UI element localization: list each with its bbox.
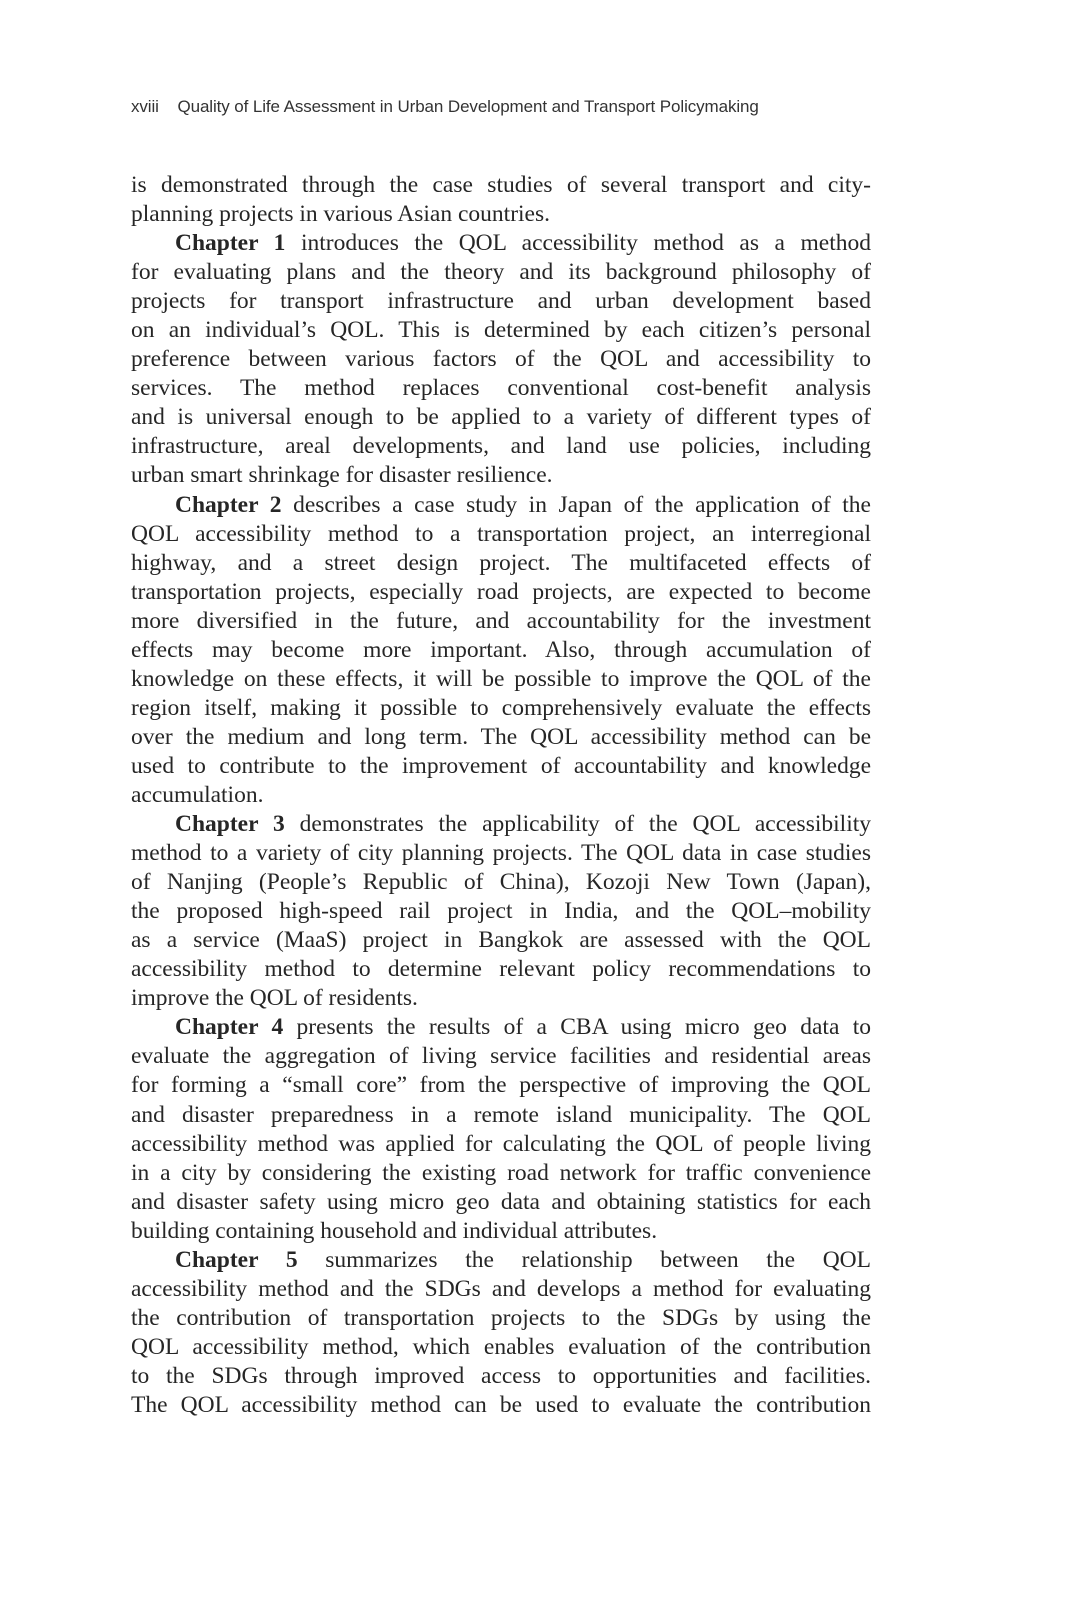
paragraph-chapter-3 xyxy=(131,810,871,1013)
chapter-label: Chapter 4 xyxy=(175,1014,284,1041)
text-line: planning projects in various Asian countries. xyxy=(131,201,551,228)
body-text xyxy=(131,171,871,1420)
text-line: the proposed high-speed rail project in India, and the QOL–mobility xyxy=(131,898,871,925)
text-line: knowledge on these effects, it will be possible to improve the QOL of the xyxy=(131,665,871,692)
text-line xyxy=(131,491,871,520)
text-span: describes a case study in Japan of the application of the xyxy=(281,491,871,518)
text-line: and disaster preparedness in a remote island municipality. The QOL xyxy=(131,1101,871,1128)
text-line: and is universal enough to be applied to a variety of different types of xyxy=(131,404,871,431)
text-line: accessibility method and the SDGs and develops a method for evaluating xyxy=(131,1275,871,1302)
running-head xyxy=(131,97,759,117)
text-span: introduces the QOL accessibility method as a method xyxy=(285,230,872,257)
chapter-label: Chapter 3 xyxy=(175,811,285,838)
text-line: accessibility method was applied for calculating the QOL of people living xyxy=(131,1130,871,1157)
text-line: building containing household and individual attributes. xyxy=(131,1217,658,1244)
text-line: QOL accessibility method, which enables evaluation of the contribution xyxy=(131,1333,871,1360)
text-line: and disaster safety using micro geo data and obtaining statistics for each xyxy=(131,1188,871,1215)
text-line: QOL accessibility method to a transportation project, an interregional xyxy=(131,520,871,547)
paragraph-continuation xyxy=(131,171,871,229)
text-line: projects for transport infrastructure and urban development based xyxy=(131,288,871,315)
paragraph-chapter-4 xyxy=(131,1013,871,1245)
chapter-label: Chapter 5 xyxy=(175,1246,298,1273)
text-line: urban smart shrinkage for disaster resilience. xyxy=(131,462,553,489)
text-span: demonstrates the applicability of the QOL accessibility xyxy=(284,811,871,838)
chapter-label: Chapter 1 xyxy=(175,230,286,257)
text-line: preference between various factors of the QOL and accessibility to xyxy=(131,346,871,373)
chapter-label: Chapter 2 xyxy=(175,491,282,518)
text-line: over the medium and long term. The QOL accessibility method can be xyxy=(131,723,871,750)
paragraph-chapter-5 xyxy=(131,1246,871,1420)
text-line: for forming a “small core” from the perspective of improving the QOL xyxy=(131,1072,871,1099)
running-title: Quality of Life Assessment in Urban Development and Transport Policymaking xyxy=(177,97,759,116)
text-line: highway, and a street design project. The multifaceted effects of xyxy=(131,549,871,576)
text-line: infrastructure, areal developments, and land use policies, including xyxy=(131,433,871,460)
text-line: transportation projects, especially road projects, are expected to become xyxy=(131,578,871,605)
text-line: to the SDGs through improved access to opportunities and facilities. xyxy=(131,1362,871,1389)
text-line: used to contribute to the improvement of accountability and knowledge xyxy=(131,752,871,779)
text-line: as a service (MaaS) project in Bangkok are assessed with the QOL xyxy=(131,927,871,954)
text-line xyxy=(131,1013,871,1042)
text-line: evaluate the aggregation of living service facilities and residential areas xyxy=(131,1043,871,1070)
text-span: summarizes the relationship between the QOL xyxy=(297,1246,871,1273)
text-line: The QOL accessibility method can be used to evaluate the contribution xyxy=(131,1391,871,1418)
text-line: accumulation. xyxy=(131,781,264,808)
text-line xyxy=(131,229,871,258)
text-line: in a city by considering the existing road network for traffic convenience xyxy=(131,1159,871,1186)
text-line: of Nanjing (People’s Republic of China), Kozoji New Town (Japan), xyxy=(131,869,871,896)
text-line: improve the QOL of residents. xyxy=(131,985,418,1012)
text-line: more diversified in the future, and accountability for the investment xyxy=(131,607,871,634)
text-line: effects may become more important. Also, through accumulation of xyxy=(131,636,871,663)
text-line: method to a variety of city planning projects. The QOL data in case studies xyxy=(131,840,871,867)
paragraph-chapter-2 xyxy=(131,491,871,811)
text-line: is demonstrated through the case studies of several transport and city- xyxy=(131,172,871,198)
text-line xyxy=(131,810,871,839)
text-line: the contribution of transportation projects to the SDGs by using the xyxy=(131,1304,871,1331)
text-line: region itself, making it possible to comprehensively evaluate the effects xyxy=(131,694,871,721)
paragraph-chapter-1 xyxy=(131,229,871,490)
text-line: for evaluating plans and the theory and its background philosophy of xyxy=(131,259,871,286)
text-span: presents the results of a CBA using micro geo data to xyxy=(283,1014,871,1041)
page-number: xviii xyxy=(131,97,159,116)
text-line: services. The method replaces conventional cost-benefit analysis xyxy=(131,375,871,402)
text-line: on an individual’s QOL. This is determined by each citizen’s personal xyxy=(131,317,871,344)
text-line: accessibility method to determine relevant policy recommendations to xyxy=(131,956,871,983)
text-line xyxy=(131,1246,871,1275)
